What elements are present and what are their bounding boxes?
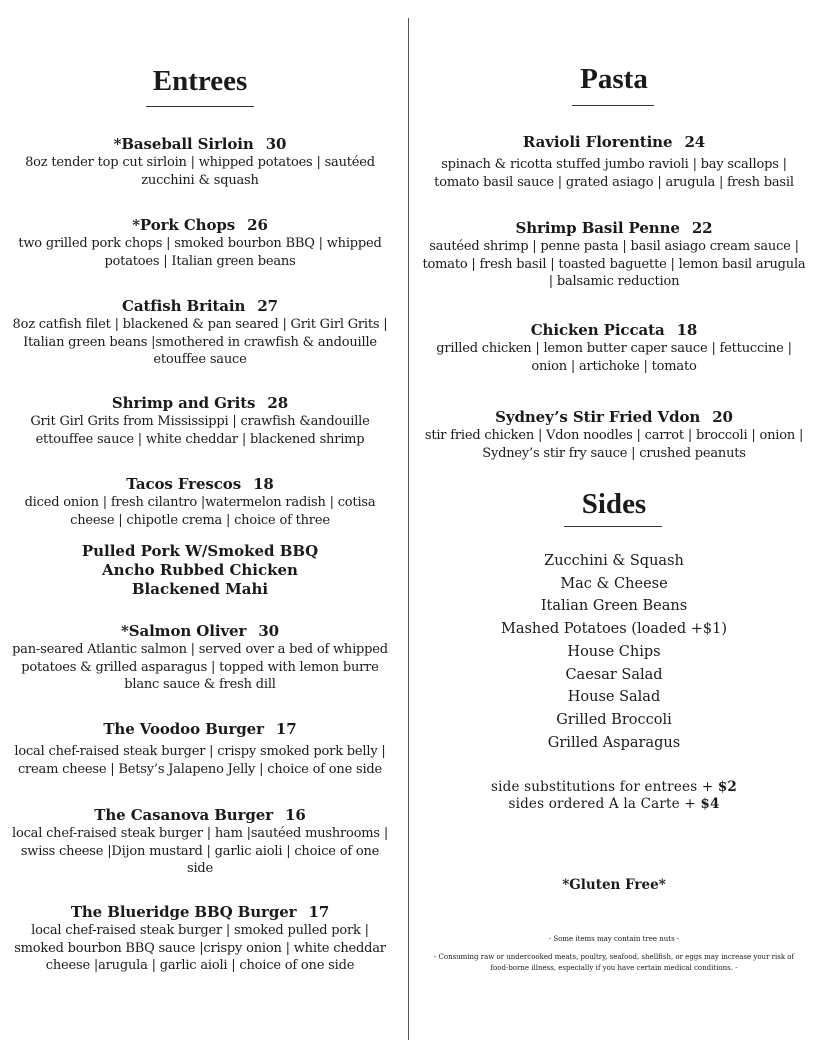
taco-choice: Pulled Pork W/Smoked BBQ <box>81 542 319 560</box>
item-name: *Pork Chops <box>132 216 236 234</box>
entrees-heading-rule <box>146 106 254 107</box>
entrees-heading: Entrees <box>152 65 248 97</box>
item-price: 27 <box>257 297 279 315</box>
substitution-price: $2 <box>717 779 738 795</box>
item-description: stir fried chicken | Vdon noodles | carrot | broccoli | onion | Sydney’s stir fry sauce | crushed peanuts <box>424 428 804 461</box>
menu-item <box>416 133 812 191</box>
item-name: The Casanova Burger <box>94 806 274 824</box>
side-item: Grilled Asparagus <box>547 734 681 751</box>
side-item: Mac & Cheese <box>560 575 668 592</box>
pasta-sides-column <box>416 0 812 1056</box>
side-item: Grilled Broccoli <box>556 711 672 728</box>
side-item: Caesar Salad <box>565 666 663 683</box>
item-name: *Salmon Oliver <box>120 622 247 640</box>
pasta-heading-rule <box>572 105 654 106</box>
menu-item <box>0 297 400 369</box>
item-name: *Baseball Sirloin <box>113 135 254 153</box>
item-description: local chef-raised steak burger | smoked pulled pork | smoked bourbon BBQ sauce |crispy onion | white cheddar cheese |arugula | garlic aioli | choice of one side <box>14 923 386 973</box>
item-price: 18 <box>253 475 274 493</box>
item-price: 17 <box>275 720 297 738</box>
side-item: Italian Green Beans <box>540 598 688 615</box>
item-description: local chef-raised steak burger | ham |sautéed mushrooms | swiss cheese |Dijon mustard | garlic aioli | choice of one side <box>11 826 388 876</box>
alacarte-note: sides ordered A la Carte + $4 <box>508 796 720 812</box>
item-name: Chicken Piccata <box>530 321 665 339</box>
item-price: 18 <box>676 321 698 339</box>
menu-item <box>0 394 400 448</box>
menu-item <box>0 216 400 270</box>
item-name: Shrimp and Grits <box>111 394 256 412</box>
item-description: diced onion | fresh cilantro |watermelon radish | cotisa cheese | chipotle crema | choice of three <box>24 495 376 528</box>
item-price: 30 <box>258 622 279 640</box>
side-item: Mashed Potatoes (loaded +$1) <box>501 621 727 638</box>
item-description: local chef-raised steak burger | crispy smoked pork belly | cream cheese | Betsy’s Jalapeno Jelly | choice of one side <box>14 744 386 777</box>
item-description: Grit Girl Grits from Mississippi | crawfish &andouille ettouffee sauce | white cheddar | blackened shrimp <box>30 414 370 447</box>
item-description: 8oz catfish filet | blackened & pan seared | Grit Girl Grits | Italian green beans |smothered in crawfish & andouille etouffee sauce <box>12 317 388 367</box>
item-price: 26 <box>247 216 268 234</box>
item-description: two grilled pork chops | smoked bourbon BBQ | whipped potatoes | Italian green beans <box>18 236 382 269</box>
item-description: pan-seared Atlantic salmon | served over a bed of whipped potatoes & grilled asparagus | topped with lemon burre blanc sauce & fresh dill <box>12 642 388 692</box>
menu-item <box>0 475 400 529</box>
menu-item <box>0 720 400 778</box>
item-name: The Blueridge BBQ Burger <box>70 903 297 921</box>
item-price: 20 <box>712 408 733 426</box>
column-divider <box>408 18 409 1040</box>
side-item: House Salad <box>567 689 661 706</box>
entrees-column <box>0 0 400 1056</box>
alacarte-price: $4 <box>700 796 720 812</box>
item-name: Ravioli Florentine <box>522 133 673 151</box>
menu-item <box>0 903 400 975</box>
menu-item <box>0 622 400 694</box>
item-name: The Voodoo Burger <box>103 720 264 738</box>
item-name: Tacos Frescos <box>126 475 242 493</box>
menu-item <box>416 219 812 291</box>
menu-item <box>416 321 812 375</box>
side-substitution-note: side substitutions for entrees + $2 <box>490 779 738 795</box>
item-price: 16 <box>285 806 306 824</box>
item-price: 17 <box>308 903 330 921</box>
taco-choice: Ancho Rubbed Chicken <box>102 561 298 579</box>
menu-item <box>416 408 812 462</box>
item-description: grilled chicken | lemon butter caper sauce | fettuccine | onion | artichoke | tomato <box>436 341 792 374</box>
side-item: House Chips <box>567 643 661 660</box>
sides-heading-rule <box>564 526 662 527</box>
menu-item <box>0 135 400 189</box>
sides-list <box>416 550 812 754</box>
taco-choice: Blackened Mahi <box>131 580 269 598</box>
item-description: 8oz tender top cut sirloin | whipped potatoes | sautéed zucchini & squash <box>25 155 375 188</box>
taco-choices <box>0 542 400 599</box>
item-name: Catfish Britain <box>121 297 246 315</box>
pasta-heading: Pasta <box>580 63 648 95</box>
item-description: sautéed shrimp | penne pasta | basil asiago cream sauce | tomato | fresh basil | toasted baguette | lemon basil arugula | balsamic reduction <box>422 239 806 289</box>
item-name: Sydney’s Stir Fried Vdon <box>495 408 701 426</box>
item-price: 30 <box>265 135 287 153</box>
item-price: 24 <box>684 133 706 151</box>
item-price: 22 <box>691 219 713 237</box>
item-description: spinach & ricotta stuffed jumbo ravioli | bay scallops | tomato basil sauce | grated asiago | arugula | fresh basil <box>434 157 794 190</box>
sides-heading: Sides <box>581 488 647 520</box>
consumer-advisory: - Consuming raw or undercooked meats, poultry, seafood, shellfish, or eggs may increase your risk of food-borne illness, especially if you have certain medical conditions. - <box>433 953 795 972</box>
side-item: Zucchini & Squash <box>544 553 684 569</box>
tree-nuts-notice: - Some items may contain tree nuts - <box>548 935 680 943</box>
item-price: 28 <box>267 394 289 412</box>
item-name: Shrimp Basil Penne <box>515 219 680 237</box>
gluten-free-note: *Gluten Free* <box>562 877 666 893</box>
menu-item <box>0 806 400 878</box>
